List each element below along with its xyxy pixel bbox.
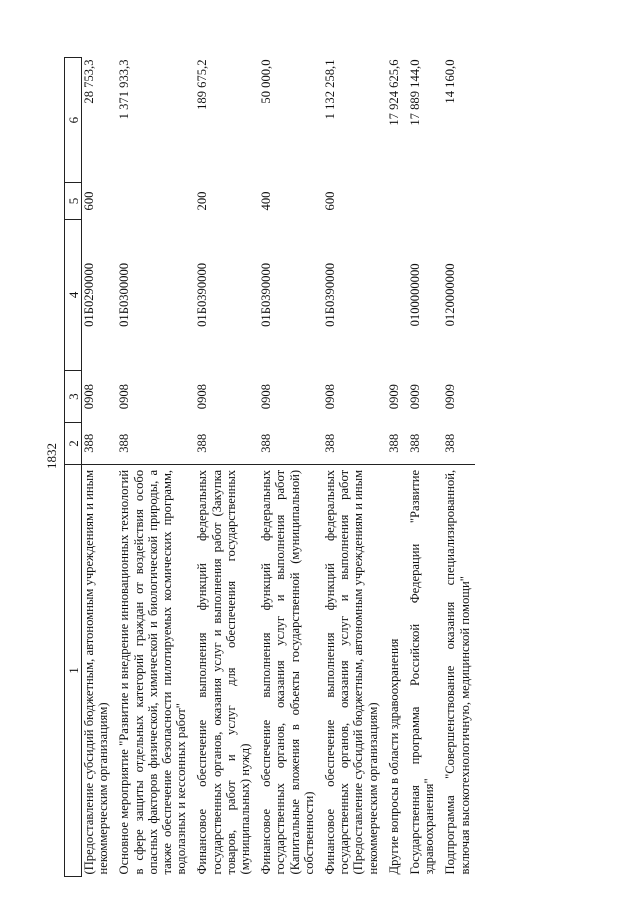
- table-row: [191, 58, 255, 877]
- row-target-code: 01Б0390000: [323, 262, 338, 327]
- row-admin-code: 388: [323, 433, 338, 453]
- row-expense-type: 600: [82, 191, 96, 211]
- budget-table: [64, 57, 475, 877]
- row-target-code: 01Б0300000: [117, 262, 132, 327]
- row-section-code: 0908: [117, 384, 132, 410]
- table-row: [255, 58, 319, 877]
- table-row: [383, 58, 404, 877]
- page-number: 1832: [44, 443, 59, 469]
- row-expense-type: [113, 183, 191, 220]
- row-admin-code: 388: [443, 433, 458, 453]
- row-section-code: 0908: [195, 384, 210, 410]
- row-amount: 1 371 933,3: [117, 59, 132, 120]
- row-section-code: 0908: [259, 384, 274, 410]
- header-col-4: 4: [65, 219, 82, 370]
- header-col-3: 3: [65, 371, 82, 423]
- row-section-code: 0909: [386, 384, 401, 410]
- table-row: [82, 58, 114, 877]
- row-admin-code: 388: [82, 433, 96, 453]
- row-description: Основное мероприятие "Развитие и внедрение инновационных технологий в сфере защиты отдельных категорий граждан от воздействия особо опасных факторов физической, химической и биологической природы, а также обеспечение безопасности пилотируемых космических программ, водолазных и кессонных работ": [113, 464, 191, 876]
- row-admin-code: 388: [259, 433, 274, 453]
- row-admin-code: 388: [408, 433, 423, 453]
- row-expense-type: 200: [195, 191, 210, 211]
- row-description: (Предоставление субсидий бюджетным, автономным учреждениям и иным некоммерческим организациям): [82, 464, 114, 876]
- row-amount: 50 000,0: [259, 59, 274, 104]
- row-description: Финансовое обеспечение выполнения функций федеральных государственных органов, оказания услуг и выполнения работ (Капитальные вложения в объекты государственной (муниципальной) собственности): [255, 464, 319, 876]
- row-target-code: 0120000000: [443, 263, 458, 327]
- row-target-code: 0100000000: [408, 263, 423, 327]
- row-expense-type: [383, 183, 404, 220]
- row-section-code: 0909: [408, 384, 423, 410]
- table-row: [113, 58, 191, 877]
- header-col-2: 2: [65, 423, 82, 465]
- row-target-code: 01Б0390000: [259, 262, 274, 327]
- row-description: Подпрограмма "Совершенствование оказания специализированной, включая высокотехнологичную, медицинской помощи": [439, 464, 474, 876]
- row-expense-type: 600: [323, 191, 338, 211]
- row-description: Финансовое обеспечение выполнения функций федеральных государственных органов, оказания услуг и выполнения работ (Предоставление субсидий бюджетным, автономным учреждениям и иным некоммерческим организациям): [319, 464, 383, 876]
- row-section-code: 0908: [82, 384, 96, 410]
- row-admin-code: 388: [117, 433, 132, 453]
- row-amount: 189 675,2: [195, 59, 210, 110]
- row-amount: 1 132 258,1: [323, 59, 338, 120]
- table-row: [319, 58, 383, 877]
- row-target-code: 01Б0390000: [195, 262, 210, 327]
- row-section-code: 0909: [443, 384, 458, 410]
- table-row: [404, 58, 439, 877]
- rotated-page-content: [64, 57, 584, 877]
- row-expense-type: [439, 183, 474, 220]
- row-amount: 28 753,3: [82, 59, 96, 104]
- row-amount: 17 889 144,0: [408, 59, 423, 126]
- row-expense-type: [404, 183, 439, 220]
- table-header-row: [65, 58, 82, 877]
- table-row: [439, 58, 474, 877]
- row-section-code: 0908: [323, 384, 338, 410]
- row-target-code: 01Б0290000: [82, 262, 96, 327]
- header-col-6: 6: [65, 58, 82, 183]
- row-amount: 14 160,0: [443, 59, 458, 104]
- row-admin-code: 388: [386, 433, 401, 453]
- row-admin-code: 388: [195, 433, 210, 453]
- row-description: Финансовое обеспечение выполнения функций федеральных государственных органов, оказания услуг и выполнения работ (Закупка товаров, работ и услуг для обеспечения государственных (муниципальных) нужд): [191, 464, 255, 876]
- row-expense-type: 400: [259, 191, 274, 211]
- header-col-1: 1: [65, 464, 82, 876]
- row-target-code: [383, 219, 404, 370]
- row-description: Другие вопросы в области здравоохранения: [383, 464, 404, 876]
- header-col-5: 5: [65, 183, 82, 220]
- row-amount: 17 924 625,6: [386, 59, 401, 126]
- row-description: Государственная программа Российской Федерации "Развитие здравоохранения": [404, 464, 439, 876]
